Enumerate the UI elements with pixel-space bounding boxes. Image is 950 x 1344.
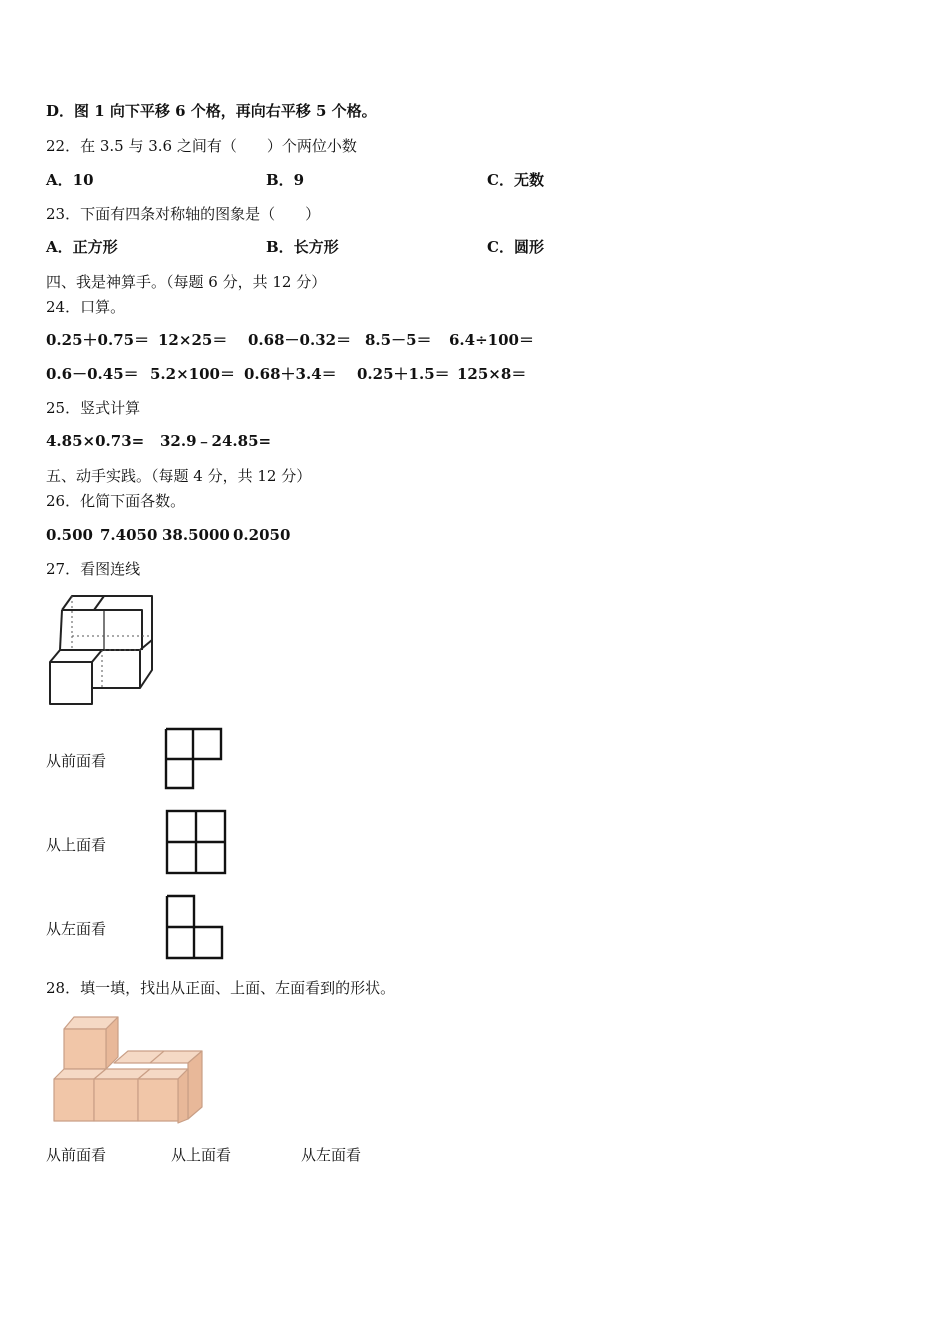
q24-row1-item: 6.4÷100＝ (449, 331, 534, 349)
q24-row2-item: 5.2×100＝ (150, 365, 235, 383)
q24-row2-item: 125×8＝ (457, 365, 527, 383)
section5-heading: 五、动手实践。（每题 4 分，共 12 分） (46, 467, 312, 485)
q26-item: 38.5000 (162, 526, 230, 544)
q28-view-top-label: 从上面看 (171, 1146, 232, 1164)
q26-stem: 26．化简下面各数。 (46, 492, 186, 510)
q22-option-a[interactable]: A．10 (46, 171, 94, 189)
q24-row1-item: 12×25＝ (158, 331, 228, 349)
q23-stem: 23．下面有四条对称轴的图象是（ ） (46, 205, 321, 223)
q28-cube-figure (50, 1013, 206, 1125)
q27-view-front-label: 从前面看 (46, 752, 107, 770)
q22-stem: 22．在 3.5 与 3.6 之间有（ ）个两位小数 (46, 137, 357, 155)
q28-view-left-label: 从左面看 (301, 1146, 362, 1164)
q27-solid-figure (46, 592, 158, 708)
q23-option-c[interactable]: C．圆形 (487, 238, 544, 256)
q24-row2-item: 0.68＋3.4＝ (244, 365, 337, 383)
q26-item: 0.2050 (233, 526, 291, 544)
q21-option-d: D．图 1 向下平移 6 个格，再向右平移 5 个格。 (46, 102, 377, 120)
q28-stem: 28．填一填，找出从正面、上面、左面看到的形状。 (46, 979, 396, 997)
q25-stem: 25．竖式计算 (46, 399, 141, 417)
q28-view-front-label: 从前面看 (46, 1146, 107, 1164)
q22-option-b[interactable]: B．9 (266, 171, 305, 189)
q24-row1-item: 0.25＋0.75＝ (46, 331, 150, 349)
q24-row1-item: 8.5－5＝ (365, 331, 432, 349)
q25-item: 4.85×0.73= (46, 432, 145, 450)
q24-row2-item: 0.25＋1.5＝ (357, 365, 450, 383)
section4-heading: 四、我是神算手。（每题 6 分，共 12 分） (46, 273, 327, 291)
q22-option-c[interactable]: C．无数 (487, 171, 544, 189)
q23-option-b[interactable]: B．长方形 (266, 238, 339, 256)
q27-top-view-shape[interactable] (164, 808, 228, 876)
q25-item: 32.9﹣24.85= (160, 432, 272, 450)
q24-stem: 24．口算。 (46, 298, 126, 316)
q26-item: 0.500 (46, 526, 93, 544)
q27-view-left-label: 从左面看 (46, 920, 107, 938)
q26-item: 7.4050 (100, 526, 158, 544)
q27-left-view-shape[interactable] (164, 893, 226, 961)
q24-row1-item: 0.68－0.32＝ (248, 331, 352, 349)
q27-view-top-label: 从上面看 (46, 836, 107, 854)
q23-option-a[interactable]: A．正方形 (46, 238, 118, 256)
q27-front-view-shape[interactable] (163, 726, 225, 792)
q24-row2-item: 0.6－0.45＝ (46, 365, 139, 383)
q27-stem: 27．看图连线 (46, 560, 141, 578)
